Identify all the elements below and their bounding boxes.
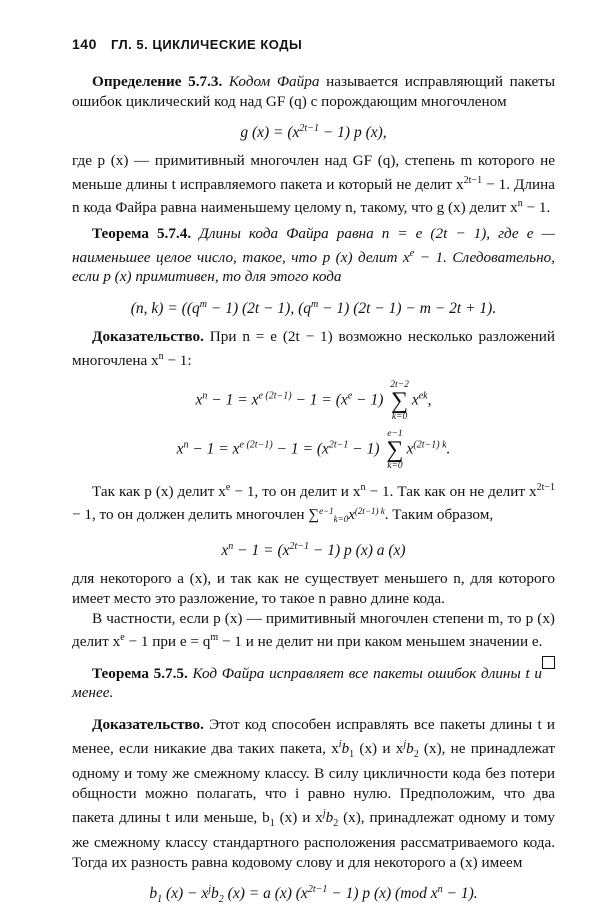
proof-1-paragraph-3: В частности, если p (x) — примитивный многочлен степени m, то p (x) делит $x^e - 1$ при $e = q^m - 1$ и не делит ни при каком меньшем значении e.	[72, 609, 555, 652]
definition-label: Определение 5.7.3.	[92, 73, 223, 90]
theorem-5-7-5: Теорема 5.7.5. Код Файра исправляет все пакеты ошибок длины t и менее.	[72, 664, 542, 702]
definition-term: Кодом Файра	[228, 73, 320, 90]
page-number: 140	[72, 36, 97, 52]
sum-symbol: e−1 ∑ k=0	[386, 429, 404, 472]
proof-label: Доказательство.	[92, 327, 204, 345]
definition-continuation: где p (x) — примитивный многочлен над GF (q), степень m которого не меньше длины t исправляемого пакета и который не делит $x^{2t-1} - 1$. Длина n кода Файра равна наименьшему целому n, такому, что g (x) делит $x^n - 1$.	[72, 152, 555, 217]
theorem-label: Теорема 5.7.5.	[92, 664, 188, 682]
definition-text: называется исправляющий пакеты ошибок циклический код над GF (q) с порождающим многочленом	[72, 73, 556, 110]
inline-sum: $\sum^{e-1}_{k=0}x^{(2t-1) k}$	[308, 505, 385, 524]
theorem-5-7-4: Теорема 5.7.4. Длины кода Файра равна n = e (2t − 1), где e — наименьшее целое число, такое, что p (x) делит $x^e - 1$. Следовательно, если p (x) примитивен, то для этого кода	[72, 225, 556, 286]
proof-2-paragraph: Доказательство. Этот код способен исправлять все пакеты длины t и менее, если никакие два таких пакета, $x^ib_1$ (x) и $x^jb_2$ (x), не принадлежат одному и тому же смежному классу. В силу цикличности кода без потери общности можно полагать, что i равно нулю. Предположим, что два пакета длины t или меньше, $b_1$ (x) и $x^jb_2$ (x), принадлежат одному и тому же смежному классу стандартного расположения рассматриваемого кода. Тогда их разность равна кодовому слову и для некоторого a (x) имеем	[72, 716, 556, 871]
running-header	[72, 36, 555, 52]
proof-1-intro: Доказательство. При n = e (2t − 1) возможно несколько разложений многочлена $x^n - 1$:	[72, 327, 556, 369]
generator-formula: g $(x) = (x^{2t-1} - 1)$ p (x),	[240, 123, 387, 142]
proof-1-paragraph-1: Так как p (x) делит $x^e - 1$, то он делит и $x^n - 1$. Так как он не делит $x^{2t-1} - 1$, то он должен делить многочлен $\sum^{e-1}_{k=0}x^{(2t-1) k}$. Таким образом,	[72, 482, 555, 524]
theorem-label: Теорема 5.7.4.	[92, 225, 192, 243]
factorization-3: $x^n - 1 = (x^{2t-1} - 1)$ p (x) a (x)	[221, 541, 406, 560]
chapter-title: ГЛ. 5. ЦИКЛИЧЕСКИЕ КОДЫ	[110, 37, 303, 52]
nk-formula: (n, $k) = ((q^m - 1) (2t - 1)$, $(q^m - 1) (2t - 1) - m - 2t + 1$).	[130, 298, 497, 317]
proof-label: Доказательство.	[92, 716, 204, 734]
factorization-1: $x^n - 1 = x^{e (2t-1)} - 1 = (x^e - 1)$ 2t−2 ∑ k=0 $x^{ek}$,	[195, 380, 432, 423]
proof-1-paragraph-2: для некоторого a (x), и так как не существует меньшего n, для которого имеет место это разложение, то такое n равно длине кода.	[72, 570, 555, 608]
congruence-formula: $b_1$ $(x) - x^jb_2$ (x) = a (x) $(x^{2t-1} - 1)$ p (x) (mod $x^n - 1$).	[149, 884, 478, 906]
qed-box-icon	[542, 656, 555, 669]
sum-symbol: 2t−2 ∑ k=0	[390, 380, 409, 423]
definition-paragraph	[72, 72, 555, 111]
factorization-2: $x^n - 1 = x^{e (2t-1)} - 1 = (x^{2t-1} - 1)$ e−1 ∑ k=0 $x^{(2t-1) k}$.	[176, 429, 451, 472]
